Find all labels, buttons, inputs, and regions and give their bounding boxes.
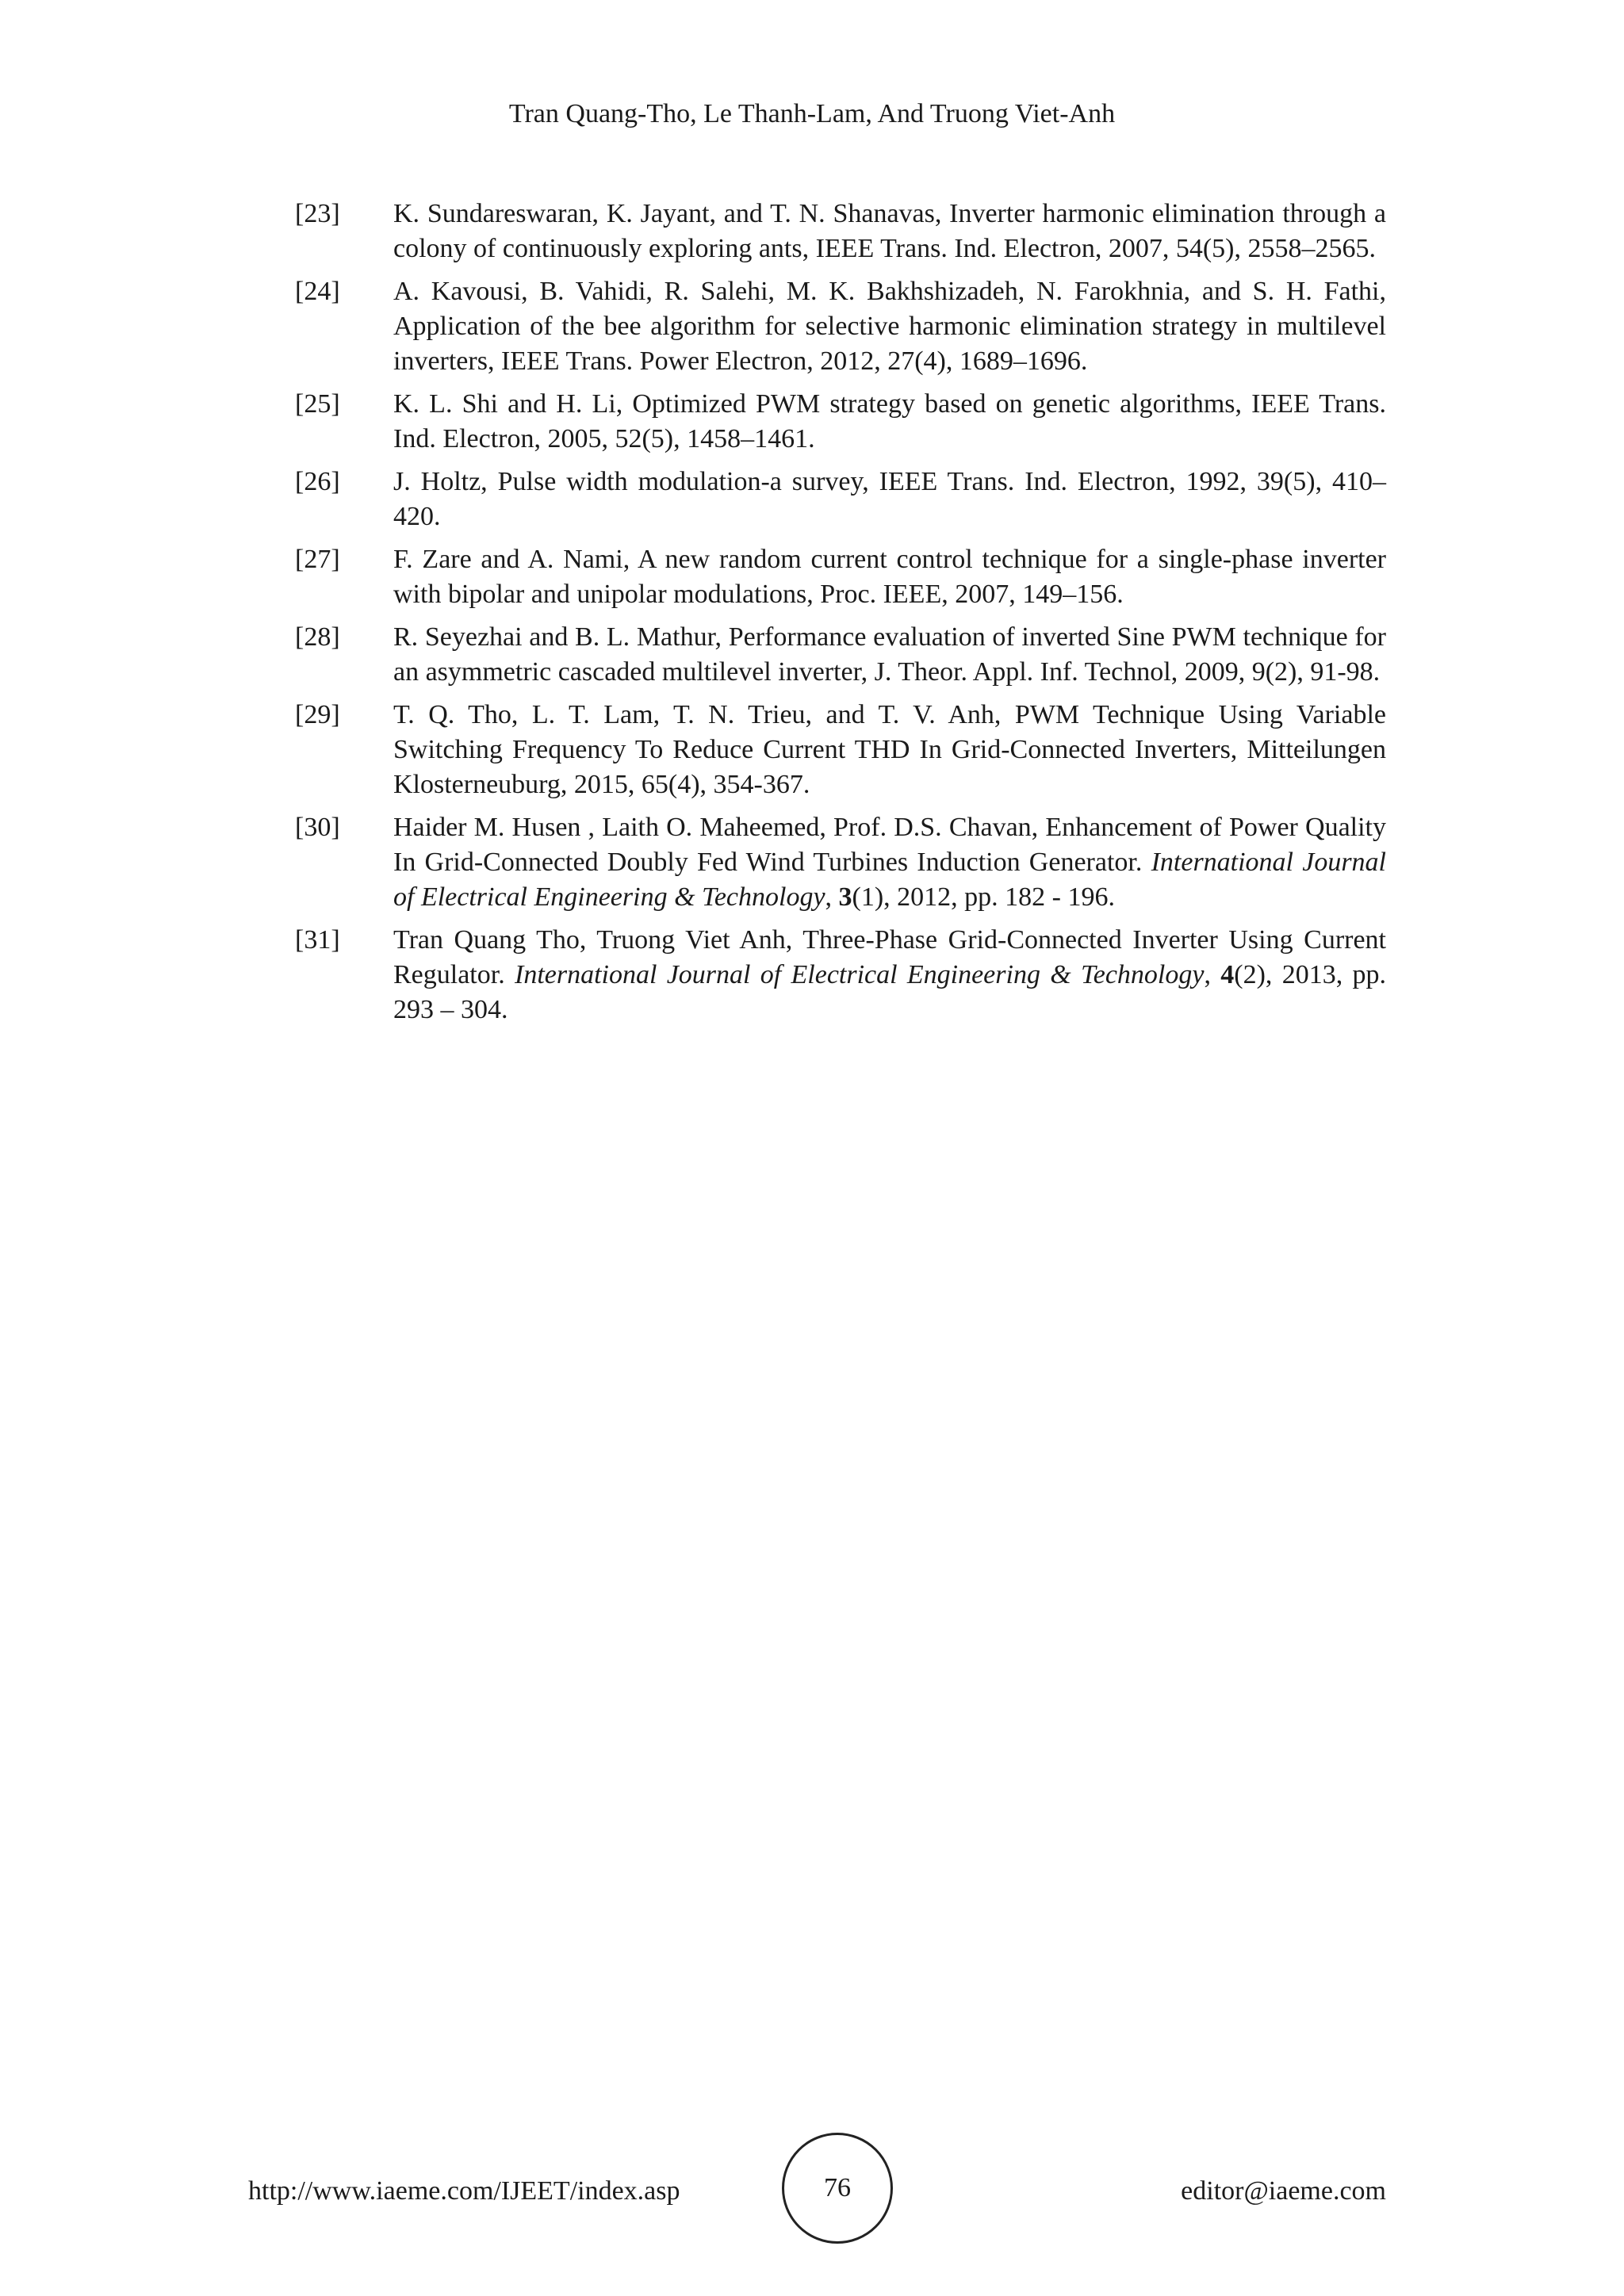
reference-number: [30] — [295, 813, 340, 842]
reference-item — [295, 810, 1386, 915]
reference-fragment: K. L. Shi and H. Li, Optimized PWM strategy based on genetic algorithms, IEEE Trans. Ind. Electron, 2005, 52(5), 1458–1461. — [393, 389, 1386, 453]
reference-text — [393, 923, 1386, 1027]
reference-number: [24] — [295, 277, 340, 306]
reference-text — [393, 197, 1386, 266]
reference-item — [295, 923, 1386, 1027]
reference-item — [295, 620, 1386, 690]
reference-fragment: T. Q. Tho, L. T. Lam, T. N. Trieu, and T. V. Anh, PWM Technique Using Variable Switching Frequency To Reduce Current THD In Grid-Connected Inverters, Mitteilungen Klosterneuburg, 2015, 65(4), 354-367. — [393, 700, 1386, 799]
reference-number: [27] — [295, 545, 340, 574]
reference-text — [393, 620, 1386, 690]
reference-item — [295, 465, 1386, 534]
page-number: 76 — [824, 2173, 851, 2202]
running-header: Tran Quang-Tho, Le Thanh-Lam, And Truong Viet-Anh — [508, 99, 1116, 128]
volume-number: 3 — [838, 882, 852, 912]
reference-fragment: , — [825, 882, 839, 912]
reference-number: [28] — [295, 622, 340, 652]
reference-item — [295, 274, 1386, 379]
reference-fragment: K. Sundareswaran, K. Jayant, and T. N. Shanavas, Inverter harmonic elimination through a colony of continuously exploring ants, IEEE Trans. Ind. Electron, 2007, 54(5), 2558–2565. — [393, 199, 1386, 263]
reference-fragment: F. Zare and A. Nami, A new random current control technique for a single-phase inverter with bipolar and unipolar modulations, Proc. IEEE, 2007, 149–156. — [393, 545, 1386, 609]
page-number-circle — [782, 2133, 893, 2244]
reference-text — [393, 542, 1386, 612]
reference-fragment: (2), 2013, pp. 293 – 304. — [393, 960, 1387, 1024]
footer-url-link[interactable]: http://www.iaeme.com/IJEET/index.asp — [248, 2176, 680, 2206]
reference-item — [295, 387, 1386, 457]
reference-fragment: Tran Quang Tho, Truong Viet Anh, Three-Phase Grid-Connected Inverter Using Current Regulator. — [393, 925, 1386, 989]
reference-item — [295, 197, 1386, 266]
reference-fragment: (1), 2012, pp. 182 - 196. — [852, 882, 1115, 912]
reference-list — [295, 197, 1386, 1035]
reference-number: [31] — [295, 925, 340, 955]
reference-text — [393, 465, 1386, 534]
journal-title: International Journal of Electrical Engineering & Technology — [515, 960, 1205, 989]
reference-number: [29] — [295, 700, 340, 729]
footer-email-link[interactable]: editor@iaeme.com — [1181, 2176, 1386, 2206]
reference-fragment: R. Seyezhai and B. L. Mathur, Performance evaluation of inverted Sine PWM technique for an asymmetric cascaded multilevel inverter, J. Theor. Appl. Inf. Technol, 2009, 9(2), 91-98. — [393, 622, 1386, 687]
reference-fragment: Haider M. Husen , Laith O. Maheemed, Prof. D.S. Chavan, Enhancement of Power Quality In Grid-Connected Doubly Fed Wind Turbines Induction Generator. — [393, 813, 1386, 877]
reference-item — [295, 698, 1386, 802]
reference-item — [295, 542, 1386, 612]
reference-fragment: A. Kavousi, B. Vahidi, R. Salehi, M. K. Bakhshizadeh, N. Farokhnia, and S. H. Fathi, Application of the bee algorithm for selective harmonic elimination strategy in multilevel inverters, IEEE Trans. Power Electron, 2012, 27(4), 1689–1696. — [393, 277, 1386, 376]
reference-text — [393, 387, 1386, 457]
reference-number: [25] — [295, 389, 340, 419]
reference-text — [393, 698, 1386, 802]
reference-text — [393, 274, 1386, 379]
reference-fragment: J. Holtz, Pulse width modulation-a survey, IEEE Trans. Ind. Electron, 1992, 39(5), 410–420. — [393, 467, 1386, 531]
reference-number: [23] — [295, 199, 340, 228]
reference-fragment: , — [1204, 960, 1221, 989]
volume-number: 4 — [1220, 960, 1235, 989]
reference-text — [393, 810, 1386, 915]
reference-number: [26] — [295, 467, 340, 496]
journal-title: International Journal of Electrical Engineering & Technology — [393, 848, 1386, 912]
